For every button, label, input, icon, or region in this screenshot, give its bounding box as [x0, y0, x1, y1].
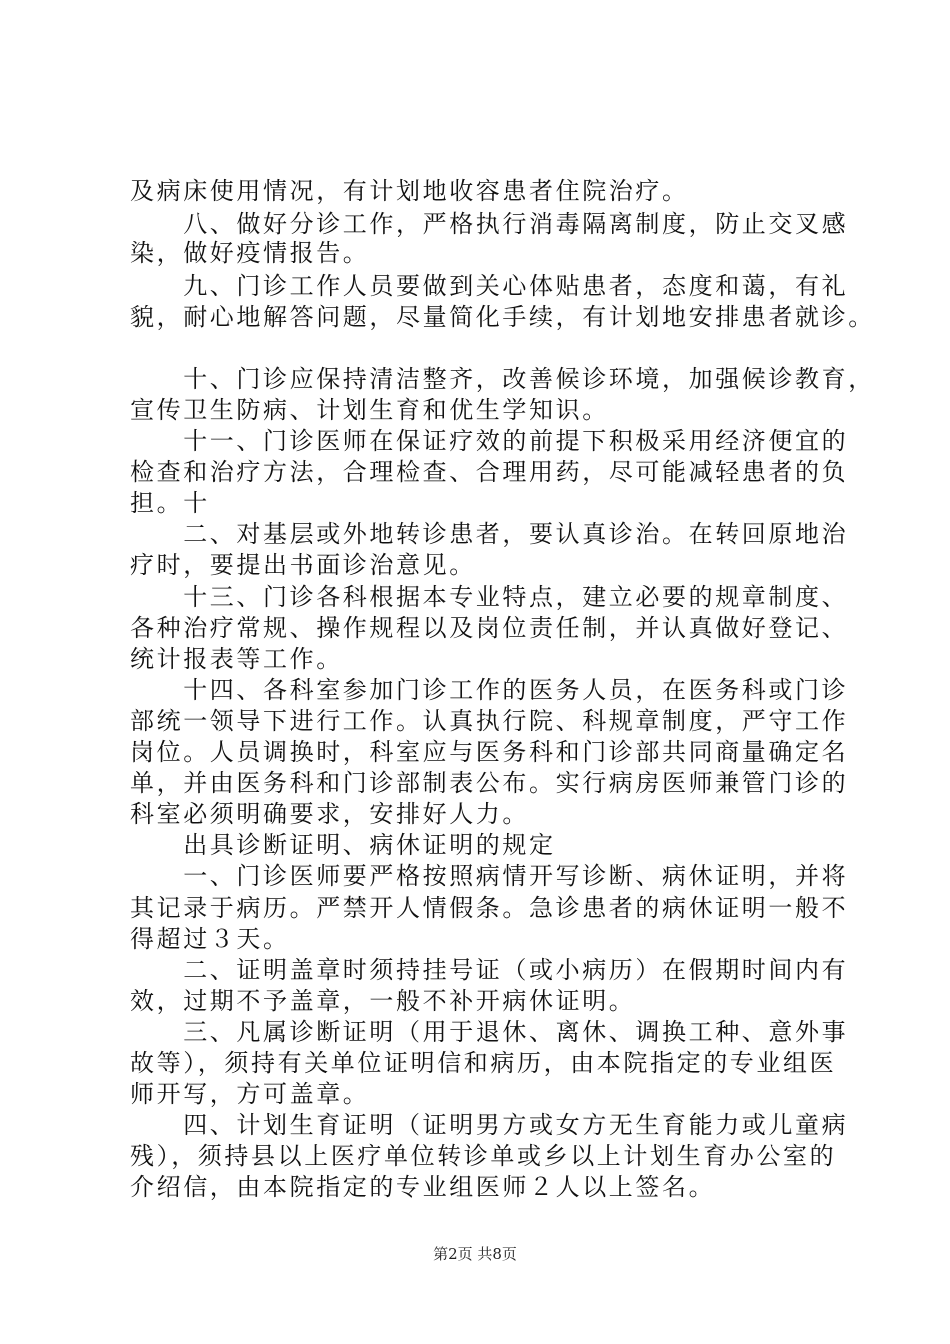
- text-line: 科室必须明确要求，安排好人力。: [130, 800, 529, 828]
- text-line: 其记录于病历。严禁开人情假条。急诊患者的病休证明一般不: [130, 894, 849, 922]
- text-line: 九、门诊工作人员要做到关心体贴患者，态度和蔼，有礼: [130, 272, 849, 300]
- text-line: 及病床使用情况，有计划地收容患者住院治疗。: [130, 177, 689, 205]
- text-line: 二、证明盖章时须持挂号证（或小病历）在假期时间内有: [130, 956, 849, 984]
- text-line: 貌，耐心地解答问题，尽量简化手续，有计划地安排患者就诊。: [130, 303, 875, 331]
- text-line: 各种治疗常规、操作规程以及岗位责任制，并认真做好登记、: [130, 614, 849, 642]
- text-line: 十四、各科室参加门诊工作的医务人员，在医务科或门诊: [130, 676, 849, 704]
- text-line: 单，并由医务科和门诊部制表公布。实行病房医师兼管门诊的: [130, 769, 849, 797]
- text-line: 故等），须持有关单位证明信和病历，由本院指定的专业组医: [130, 1049, 837, 1077]
- text-line: 检查和治疗方法，合理检查、合理用药，尽可能减轻患者的负: [130, 458, 849, 486]
- text-line: 效，过期不予盖章，一般不补开病休证明。: [130, 987, 636, 1015]
- text-line: 岗位。人员调换时，科室应与医务科和门诊部共同商量确定名: [130, 738, 849, 766]
- text-line: 统计报表等工作。: [130, 645, 343, 673]
- text-line: 十、门诊应保持清洁整齐，改善候诊环境，加强候诊教育，: [130, 365, 875, 393]
- text-line: 担。十: [130, 489, 210, 517]
- text-line: 二、对基层或外地转诊患者，要认真诊治。在转回原地治: [130, 520, 849, 548]
- page-number-footer: 第2页 共8页: [433, 1245, 517, 1263]
- text-line: 三、凡属诊断证明（用于退休、离休、调换工种、意外事: [130, 1018, 849, 1046]
- text-line: 十一、门诊医师在保证疗效的前提下积极采用经济便宜的: [130, 427, 849, 455]
- text-line: 师开写，方可盖章。: [130, 1080, 370, 1108]
- text-line: 部统一领导下进行工作。认真执行院、科规章制度，严守工作: [130, 707, 849, 735]
- text-line: 介绍信，由本院指定的专业组医师２人以上签名。: [130, 1173, 716, 1201]
- text-line: 四、计划生育证明（证明男方或女方无生育能力或儿童病: [130, 1111, 849, 1139]
- text-line: 一、门诊医师要严格按照病情开写诊断、病休证明，并将: [130, 862, 849, 890]
- text-line: 染，做好疫情报告。: [130, 239, 370, 267]
- text-line: 出具诊断证明、病休证明的规定: [130, 831, 556, 859]
- text-line: 残），须持县以上医疗单位转诊单或乡以上计划生育办公室的: [130, 1142, 837, 1170]
- text-line: 八、做好分诊工作，严格执行消毒隔离制度，防止交叉感: [130, 210, 849, 238]
- text-line: 十三、门诊各科根据本专业特点，建立必要的规章制度、: [130, 583, 849, 611]
- text-line: 疗时，要提出书面诊治意见。: [130, 551, 476, 579]
- text-line: 宣传卫生防病、计划生育和优生学知识。: [130, 396, 609, 424]
- text-line: 得超过３天。: [130, 925, 290, 953]
